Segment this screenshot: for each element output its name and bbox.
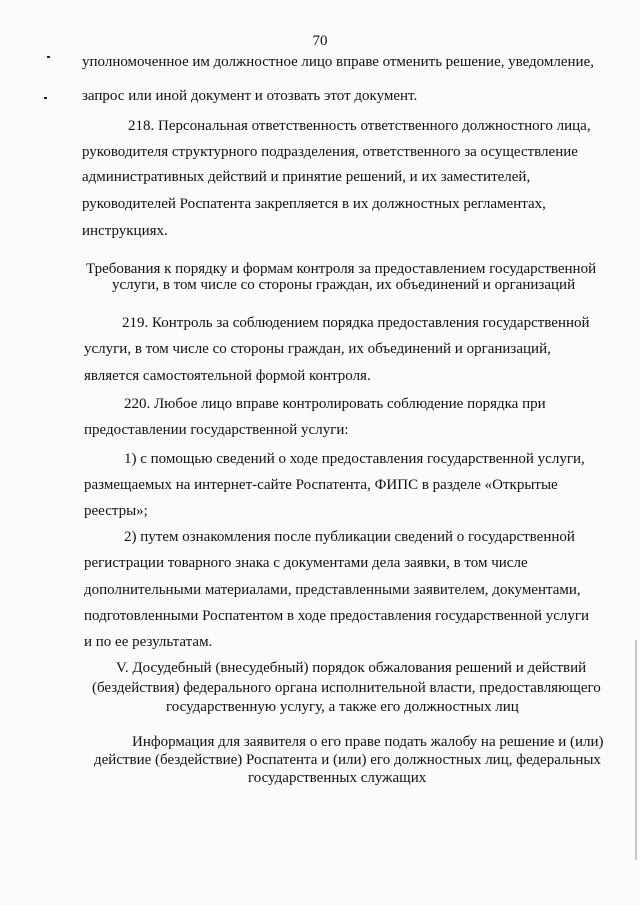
para-218-line-5: инструкциях.: [82, 223, 168, 239]
word: должностное: [213, 54, 298, 70]
item-2-line-2: регистрации товарного знака с документами дела заявки, в том числе: [84, 555, 528, 571]
scan-mark: [47, 56, 50, 58]
heading-control-line-1: Требования к порядку и формам контроля за предоставлением государственной: [86, 261, 597, 277]
para-219-line-2: услуги, в том числе со стороны граждан, их объединений и организаций,: [84, 341, 551, 357]
para-218-line-3: административных действий и принятие решений, и их заместителей,: [82, 169, 531, 185]
para-218-line-4: руководителей Роспатента закрепляется в их должностных регламентах,: [82, 196, 546, 212]
heading-section-v-line-1: V. Досудебный (внесудебный) порядок обжалования решений и действий: [116, 660, 587, 676]
item-1-line-2: размещаемых на интернет-сайте Роспатента, ФИПС в разделе «Открытые: [84, 477, 558, 493]
para-intro-line-2: запрос или иной документ и отозвать этот документ.: [82, 88, 418, 104]
item-1-line-1: 1) с помощью сведений о ходе предоставления государственной услуги,: [124, 451, 585, 467]
word: уполномоченное: [82, 54, 189, 70]
word: лицо: [301, 54, 333, 70]
item-2-line-4: подготовленными Роспатентом в ходе предоставления государственной услуги: [84, 608, 590, 624]
para-219-line-3: является самостоятельной формой контроля.: [84, 368, 371, 384]
page-number: 70: [312, 33, 328, 49]
heading-info-line-3: государственных служащих: [248, 770, 427, 786]
scan-mark: [44, 97, 47, 99]
word: им: [192, 54, 210, 70]
item-1-line-3: реестры»;: [84, 503, 148, 519]
word: отменить: [382, 54, 443, 70]
item-2-line-1: 2) путем ознакомления после публикации сведений о государственной: [124, 529, 575, 545]
heading-section-v-line-2: (бездействия) федерального органа исполнительной власти, предоставляющего: [92, 680, 601, 696]
item-2-line-5: и по ее результатам.: [84, 634, 213, 650]
para-218-line-2: руководителя структурного подразделения, ответственного за осуществление: [82, 144, 578, 160]
heading-info-line-1: Информация для заявителя о его праве подать жалобу на решение и (или): [132, 734, 604, 750]
heading-section-v-line-3: государственную услугу, а также его должностных лиц: [166, 699, 519, 715]
heading-control-line-2: услуги, в том числе со стороны граждан, их объединений и организаций: [112, 277, 576, 293]
heading-info-line-2: действие (бездействие) Роспатента и (или) его должностных лиц, федеральных: [94, 752, 601, 768]
word: решение,: [445, 54, 505, 70]
scan-edge-shadow: [635, 640, 637, 860]
word: уведомление,: [508, 54, 594, 70]
para-220-line-1: 220. Любое лицо вправе контролировать соблюдение порядка при: [124, 396, 546, 412]
para-220-line-2: предоставлении государственной услуги:: [84, 422, 349, 438]
para-218-line-1: 218. Персональная ответственность ответственного должностного лица,: [128, 118, 591, 134]
para-intro-line-1: [82, 53, 594, 71]
item-2-line-3: дополнительными материалами, представленными заявителем, документами,: [84, 582, 581, 598]
para-219-line-1: 219. Контроль за соблюдением порядка предоставления государственной: [122, 315, 590, 331]
word: вправе: [336, 54, 379, 70]
